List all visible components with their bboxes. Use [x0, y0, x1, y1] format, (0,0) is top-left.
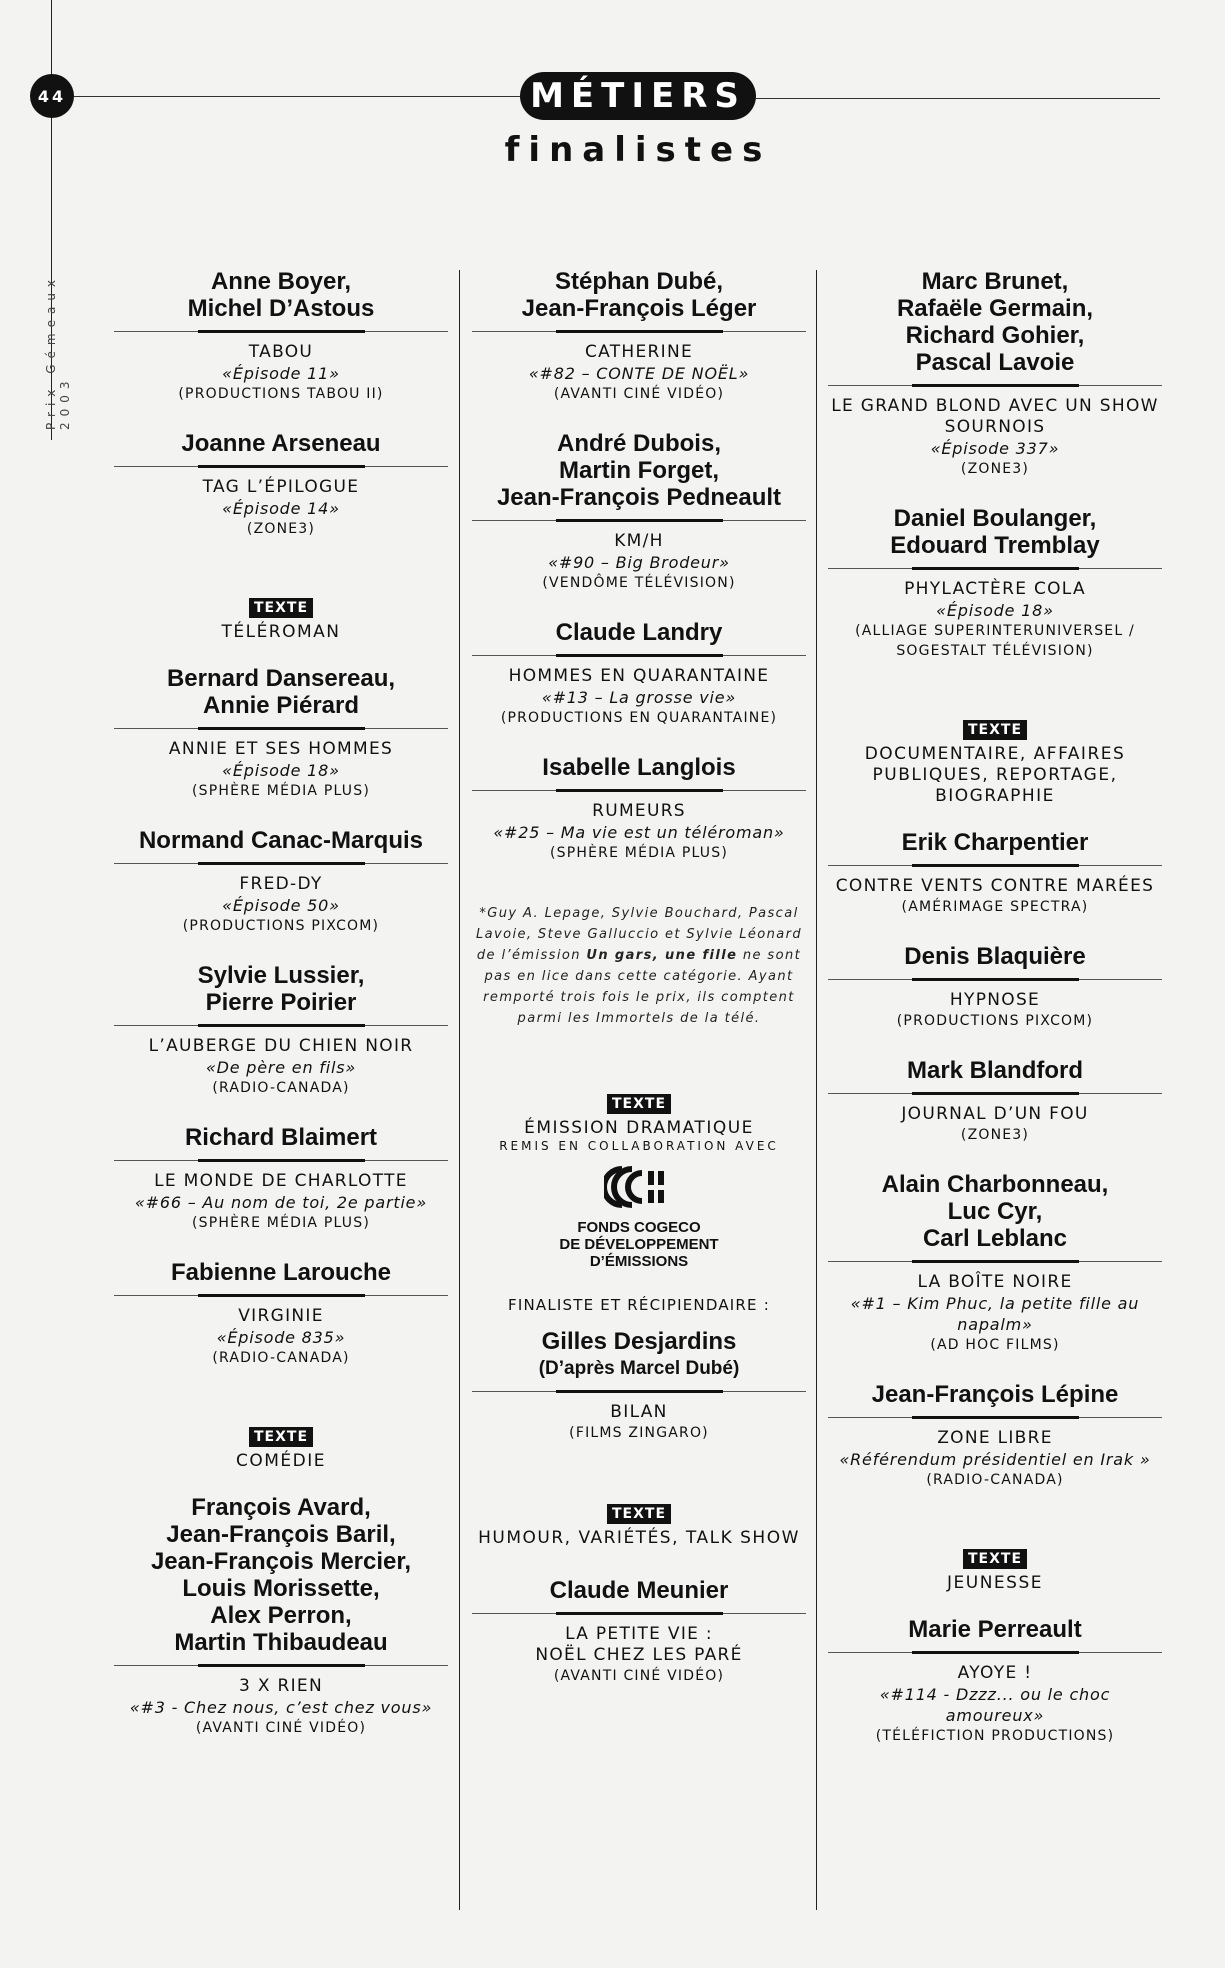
- production-company: (ZONE3): [960, 461, 1030, 477]
- episode-title: «Épisode 18»: [222, 761, 340, 780]
- production-company: (AD HOC FILMS): [930, 1337, 1060, 1353]
- column-2: [472, 268, 806, 1712]
- finalist-entry: [828, 1381, 1162, 1490]
- category-badge: TEXTE: [963, 720, 1027, 740]
- production-company: (PRODUCTIONS EN QUARANTAINE): [500, 710, 778, 726]
- finalist-entry: [114, 665, 448, 801]
- production-company: (PRODUCTIONS PIXCOM): [896, 1013, 1094, 1029]
- cogeco-logo: [604, 1165, 674, 1209]
- show-title: HOMMES EN QUARANTAINE: [508, 666, 770, 686]
- entry-rule: [114, 1664, 448, 1667]
- category-header: [828, 1548, 1162, 1594]
- finalist-names: Anne Boyer, Michel D’Astous: [187, 268, 375, 322]
- production-company: (AMÉRIMAGE SPECTRA): [901, 899, 1089, 915]
- finalist-names: Daniel Boulanger, Edouard Tremblay: [890, 505, 1100, 559]
- episode-title: «Épisode 337»: [930, 439, 1060, 458]
- finalist-names: Mark Blandford: [906, 1057, 1083, 1084]
- entry-rule: [114, 465, 448, 468]
- production-company: (AVANTI CINÉ VIDÉO): [553, 1668, 725, 1684]
- entry-rule: [114, 862, 448, 865]
- show-title: 3 X RIEN: [239, 1676, 323, 1696]
- entry-rule: [114, 1024, 448, 1027]
- entry-rule: [114, 727, 448, 730]
- column-divider-1: [459, 270, 460, 1910]
- category-humour: [472, 1503, 806, 1549]
- finalist-names: Isabelle Langlois: [542, 754, 736, 781]
- column-3: [828, 268, 1162, 1772]
- entry-rule: [472, 789, 806, 792]
- show-title: L’AUBERGE DU CHIEN NOIR: [148, 1036, 414, 1056]
- show-title: KM/H: [614, 531, 664, 551]
- header-rule-right: [756, 98, 1160, 99]
- column-divider-2: [816, 270, 817, 1910]
- production-company: (ZONE3): [246, 521, 316, 537]
- show-title: BILAN: [610, 1402, 668, 1422]
- show-title: TAG L’ÉPILOGUE: [202, 477, 360, 497]
- show-title: AYOYE !: [957, 1663, 1033, 1683]
- show-title: VIRGINIE: [238, 1306, 324, 1326]
- finalist-entry: [114, 1259, 448, 1368]
- entry-rule: [472, 654, 806, 657]
- side-label: Prix Gémeaux 2003: [44, 273, 72, 430]
- page-title: MÉTIERS: [520, 72, 756, 120]
- entry-rule: [828, 1651, 1162, 1654]
- production-company: (SPHÈRE MÉDIA PLUS): [550, 845, 728, 861]
- show-title: LE GRAND BLOND AVEC UN SHOW SOURNOIS: [831, 396, 1159, 437]
- episode-title: «Épisode 835»: [216, 1328, 346, 1347]
- finalist-names: Claude Meunier: [549, 1577, 729, 1604]
- production-company: (PRODUCTIONS TABOU II): [178, 386, 384, 402]
- production-company: (RADIO-CANADA): [212, 1080, 350, 1096]
- show-title: HYPNOSE: [949, 990, 1041, 1010]
- category-name: DOCUMENTAIRE, AFFAIRES PUBLIQUES, REPORTAGE, BIOGRAPHIE: [864, 744, 1126, 806]
- production-company: (PRODUCTIONS PIXCOM): [182, 918, 380, 934]
- finalist-names: Marc Brunet, Rafaële Germain, Richard Gohier, Pascal Lavoie: [896, 268, 1094, 376]
- production-company: (TÉLÉFICTION PRODUCTIONS): [875, 1728, 1115, 1744]
- episode-title: «#1 – Kim Phuc, la petite fille au napalm»: [850, 1294, 1140, 1334]
- finalist-entry: [472, 430, 806, 593]
- finalist-names: Jean-François Lépine: [871, 1381, 1119, 1408]
- episode-title: «#82 – CONTE DE NOËL»: [528, 364, 750, 383]
- finalist-names: Fabienne Larouche: [170, 1259, 392, 1286]
- category-name: ÉMISSION DRAMATIQUE: [524, 1118, 754, 1138]
- show-title: RUMEURS: [592, 801, 686, 821]
- category-name: JEUNESSE: [947, 1573, 1043, 1593]
- finalist-names: Stéphan Dubé, Jean-François Léger: [521, 268, 757, 322]
- show-title: LA BOÎTE NOIRE: [917, 1272, 1073, 1292]
- finalist-names: André Dubois, Martin Forget, Jean-François Pedneault: [496, 430, 782, 511]
- column-1: [114, 268, 448, 1764]
- episode-title: «Épisode 18»: [936, 601, 1054, 620]
- finalist-names: Richard Blaimert: [184, 1124, 378, 1151]
- finalist-names: François Avard, Jean-François Baril, Jean-François Mercier, Louis Morissette, Alex Perron, Martin Thibaudeau: [150, 1494, 412, 1656]
- category-badge: TEXTE: [963, 1549, 1027, 1569]
- finalist-entry: [828, 943, 1162, 1031]
- finalist-entry: [828, 268, 1162, 479]
- show-title: ANNIE ET SES HOMMES: [168, 739, 394, 759]
- episode-title: «#66 – Au nom de toi, 2e partie»: [134, 1193, 428, 1212]
- show-title: TABOU: [248, 342, 314, 362]
- finalist-names: Joanne Arseneau: [181, 430, 381, 457]
- entry-rule: [472, 330, 806, 333]
- category-name: HUMOUR, VARIÉTÉS, TALK SHOW: [478, 1528, 800, 1548]
- finalist-entry: [114, 1494, 448, 1738]
- category-name: COMÉDIE: [235, 1451, 326, 1471]
- finalist-entry: [114, 430, 448, 539]
- show-title: CONTRE VENTS CONTRE MARÉES: [835, 876, 1155, 896]
- header-rule-left: [74, 96, 520, 97]
- episode-title: «#25 – Ma vie est un téléroman»: [493, 823, 785, 842]
- episode-title: «#90 – Big Brodeur»: [548, 553, 730, 572]
- entry-rule: [472, 1390, 806, 1393]
- category-badge: TEXTE: [249, 598, 313, 618]
- production-company: (VENDÔME TÉLÉVISION): [542, 575, 736, 591]
- finalist-names: Erik Charpentier: [901, 829, 1089, 856]
- entry-rule: [828, 384, 1162, 387]
- finalist-entry: [114, 268, 448, 404]
- entry-rule: [472, 1612, 806, 1615]
- show-title: LE MONDE DE CHARLOTTE: [154, 1171, 408, 1191]
- show-title: CATHERINE: [584, 342, 694, 362]
- show-title: ZONE LIBRE: [937, 1428, 1053, 1448]
- episode-title: «Référendum présidentiel en Irak »: [839, 1450, 1151, 1469]
- production-company: (RADIO-CANADA): [212, 1350, 350, 1366]
- fund-name: FONDS COGECO DE DÉVELOPPEMENT D’ÉMISSIONS: [559, 1219, 719, 1270]
- finalist-names: Sylvie Lussier, Pierre Poirier: [197, 962, 365, 1016]
- production-company: (AVANTI CINÉ VIDÉO): [195, 1720, 367, 1736]
- category-header: [114, 1426, 448, 1472]
- category-badge: TEXTE: [249, 1427, 313, 1447]
- entry-rule: [828, 567, 1162, 570]
- finalist-entry: [828, 1057, 1162, 1145]
- finalist-entry: [472, 754, 806, 863]
- show-title: PHYLACTÈRE COLA: [904, 579, 1086, 599]
- finalist-entry: [114, 1124, 448, 1233]
- show-title: FRED-DY: [239, 874, 323, 894]
- category-header: [828, 719, 1162, 807]
- entry-rule: [114, 330, 448, 333]
- finalist-entry: [828, 1616, 1162, 1746]
- episode-title: «De père en fils»: [205, 1058, 357, 1077]
- finalist-names: Normand Canac-Marquis: [138, 827, 424, 854]
- finalist-entry: [472, 268, 806, 404]
- show-title: LA PETITE VIE : NOËL CHEZ LES PARÉ: [535, 1624, 743, 1665]
- footnote: *Guy A. Lepage, Sylvie Bouchard, Pascal Lavoie, Steve Galluccio et Sylvie Léonard de l’émission Un gars, une fille ne sont pas en lice dans cette catégorie. Ayant remporté trois fois le prix, ils comptent parmi les Immortels de la télé.: [475, 906, 802, 1026]
- page-subtitle: finalistes: [504, 130, 772, 170]
- entry-rule: [114, 1159, 448, 1162]
- show-title: JOURNAL D’UN FOU: [901, 1104, 1089, 1124]
- episode-title: «Épisode 14»: [222, 499, 340, 518]
- finalist-entry: [828, 829, 1162, 917]
- entry-rule: [828, 864, 1162, 867]
- finalist-entry: [114, 827, 448, 936]
- entry-rule: [828, 1260, 1162, 1263]
- finalist-names: Alain Charbonneau, Luc Cyr, Carl Leblanc: [881, 1171, 1109, 1252]
- entry-rule: [828, 1092, 1162, 1095]
- entry-rule: [472, 519, 806, 522]
- category-drama: [472, 1093, 806, 1443]
- finalist-entry: [472, 1577, 806, 1686]
- category-name: TÉLÉROMAN: [221, 622, 341, 642]
- collab-label: REMIS EN COLLABORATION AVEC: [499, 1139, 779, 1153]
- production-company: (SPHÈRE MÉDIA PLUS): [192, 783, 370, 799]
- category-badge: TEXTE: [607, 1504, 671, 1524]
- finalist-names: Denis Blaquière: [904, 943, 1086, 970]
- episode-title: «#3 - Chez nous, c’est chez vous»: [129, 1698, 433, 1717]
- page-number: 44: [30, 74, 74, 118]
- finalist-entry: [114, 962, 448, 1098]
- episode-title: «Épisode 50»: [222, 896, 340, 915]
- production-company: (ZONE3): [960, 1127, 1030, 1143]
- finalist-entry: [828, 505, 1162, 661]
- recipient-label: FINALISTE ET RÉCIPIENDAIRE :: [508, 1296, 770, 1314]
- finalist-entry: [828, 1171, 1162, 1355]
- production-company: (SPHÈRE MÉDIA PLUS): [192, 1215, 370, 1231]
- production-company: (FILMS ZINGARO): [569, 1425, 709, 1441]
- entry-rule: [828, 1416, 1162, 1419]
- entry-rule: [828, 978, 1162, 981]
- production-company: (AVANTI CINÉ VIDÉO): [553, 386, 725, 402]
- category-header: [114, 597, 448, 643]
- entry-rule: [114, 1294, 448, 1297]
- winner-names: Gilles Desjardins (D’après Marcel Dubé): [538, 1328, 740, 1379]
- episode-title: «#114 - Dzzz... ou le choc amoureux»: [879, 1685, 1111, 1725]
- production-company: (ALLIAGE SUPERINTERUNIVERSEL / SOGESTALT TÉLÉVISION): [855, 623, 1135, 659]
- production-company: (RADIO-CANADA): [926, 1472, 1064, 1488]
- episode-title: «Épisode 11»: [222, 364, 340, 383]
- finalist-names: Claude Landry: [555, 619, 723, 646]
- category-badge: TEXTE: [607, 1094, 671, 1114]
- finalist-entry: [472, 619, 806, 728]
- episode-title: «#13 – La grosse vie»: [541, 688, 737, 707]
- finalist-names: Bernard Dansereau, Annie Piérard: [166, 665, 396, 719]
- finalist-names: Marie Perreault: [908, 1616, 1082, 1643]
